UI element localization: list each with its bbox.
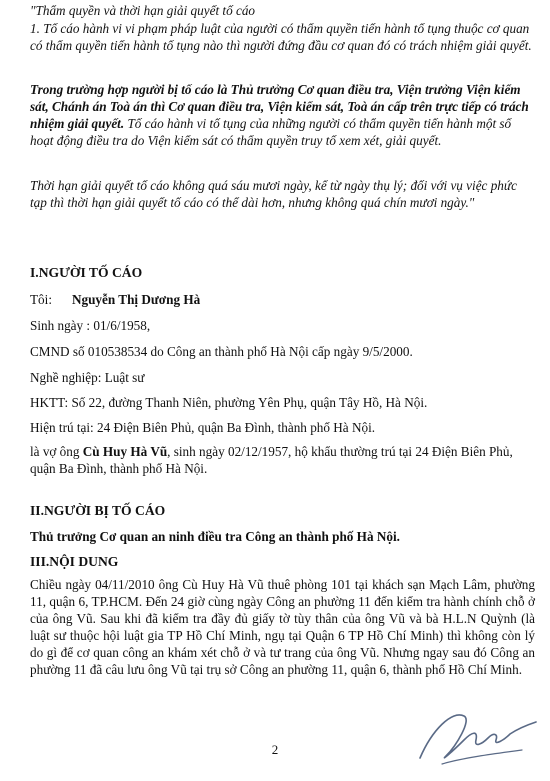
content-paragraph: Chiều ngày 04/11/2010 ông Cù Huy Hà Vũ thuê phòng 101 tại khách sạn Mạch Lâm, phường 11, quận 6, TP.HCM. Đến 24 giờ cùng ngày Công an phường 11 đến kiểm tra hành chính chỗ ở của ông Vũ. Sau khi đã kiểm tra đầy đủ giấy tờ tùy thân của ông Vũ và bà H.L.N Quỳnh (là luật sư thuộc hội luật gia TP Hồ Chí Minh, ngụ tại Quận 6 TP Hồ Chí Minh) thì không còn lý do gì để cơ quan công an khám xét chỗ ở và tư trang của ông Vũ. Nhưng ngay sau đó Công an phường 11 đã câu lưu ông Vũ tại trụ sở Công an phường 11, quận 6, thành phố Hồ Chí Minh.	[30, 577, 535, 677]
name-label: Tôi:	[30, 292, 52, 307]
quote-paragraph-1: 1. Tố cáo hành vi vi phạm pháp luật của người có thẩm quyền tiến hành tố tụng thuộc cơ quan có thẩm quyền tiến hành tố tụng nào thì người đứng đầu cơ quan đó có trách nhiệm giải quyết.	[30, 21, 532, 53]
spouse-name: Cù Huy Hà Vũ	[82, 444, 168, 459]
complainant-name: Nguyễn Thị Dương Hà	[71, 292, 201, 307]
spouse-info	[30, 443, 535, 477]
spouse-suffix: , sinh ngày 02/12/1957, hộ khẩu thường trú tại 24 Điện Biên Phủ, quận Ba Đình, thành phố Hà Nội.	[30, 444, 513, 476]
quote-paragraph-2-rest: Tố cáo hành vi tố tụng của những người có thẩm quyền tiến hành một số hoạt động điều tra do Viện kiểm sát có thẩm quyền truy tố xem xét, giải quyết.	[30, 116, 512, 148]
section-1-heading: I.NGƯỜI TỐ CÁO	[30, 265, 143, 280]
section-2-heading: II.NGƯỜI BỊ TỐ CÁO	[30, 503, 166, 518]
spouse-prefix: là vợ ông	[30, 444, 83, 459]
page-number: 2	[271, 742, 279, 757]
quote-paragraph-2-bold: Trong trường hợp người bị tố cáo là Thủ trưởng Cơ quan điều tra, Viện trưởng Viện kiểm sát, Chánh án Toà án thì Cơ quan điều tra, Viện kiểm sát, Toà án cấp trên trực tiếp có trách nhiệm giải quyết.	[30, 82, 529, 131]
signature	[412, 700, 542, 775]
quote-title: "Thẩm quyền và thời hạn giải quyết tố cáo	[30, 3, 256, 18]
section-3-heading: III.NỘI DUNG	[30, 554, 119, 569]
occupation: Nghề nghiệp: Luật sư	[30, 370, 145, 385]
permanent-address: HKTT: Số 22, đường Thanh Niên, phường Yên Phụ, quận Tây Hồ, Hà Nội.	[30, 395, 428, 410]
date-of-birth: Sinh ngày : 01/6/1958,	[30, 318, 151, 333]
complainant-name-line	[30, 291, 535, 308]
quote-paragraph-2	[30, 81, 535, 149]
current-address: Hiện trú tại: 24 Điện Biên Phủ, quận Ba Đình, thành phố Hà Nội.	[30, 420, 376, 435]
accused-party: Thủ trưởng Cơ quan an ninh điều tra Công an thành phố Hà Nội.	[30, 529, 400, 544]
quote-paragraph-3: Thời hạn giải quyết tố cáo không quá sáu mươi ngày, kể từ ngày thụ lý; đối với vụ việc phức tạp thì thời hạn giải quyết tố cáo có thể dài hơn, nhưng không quá chín mươi ngày."	[30, 178, 517, 210]
id-card: CMND số 010538534 do Công an thành phố Hà Nội cấp ngày 9/5/2000.	[30, 344, 413, 359]
